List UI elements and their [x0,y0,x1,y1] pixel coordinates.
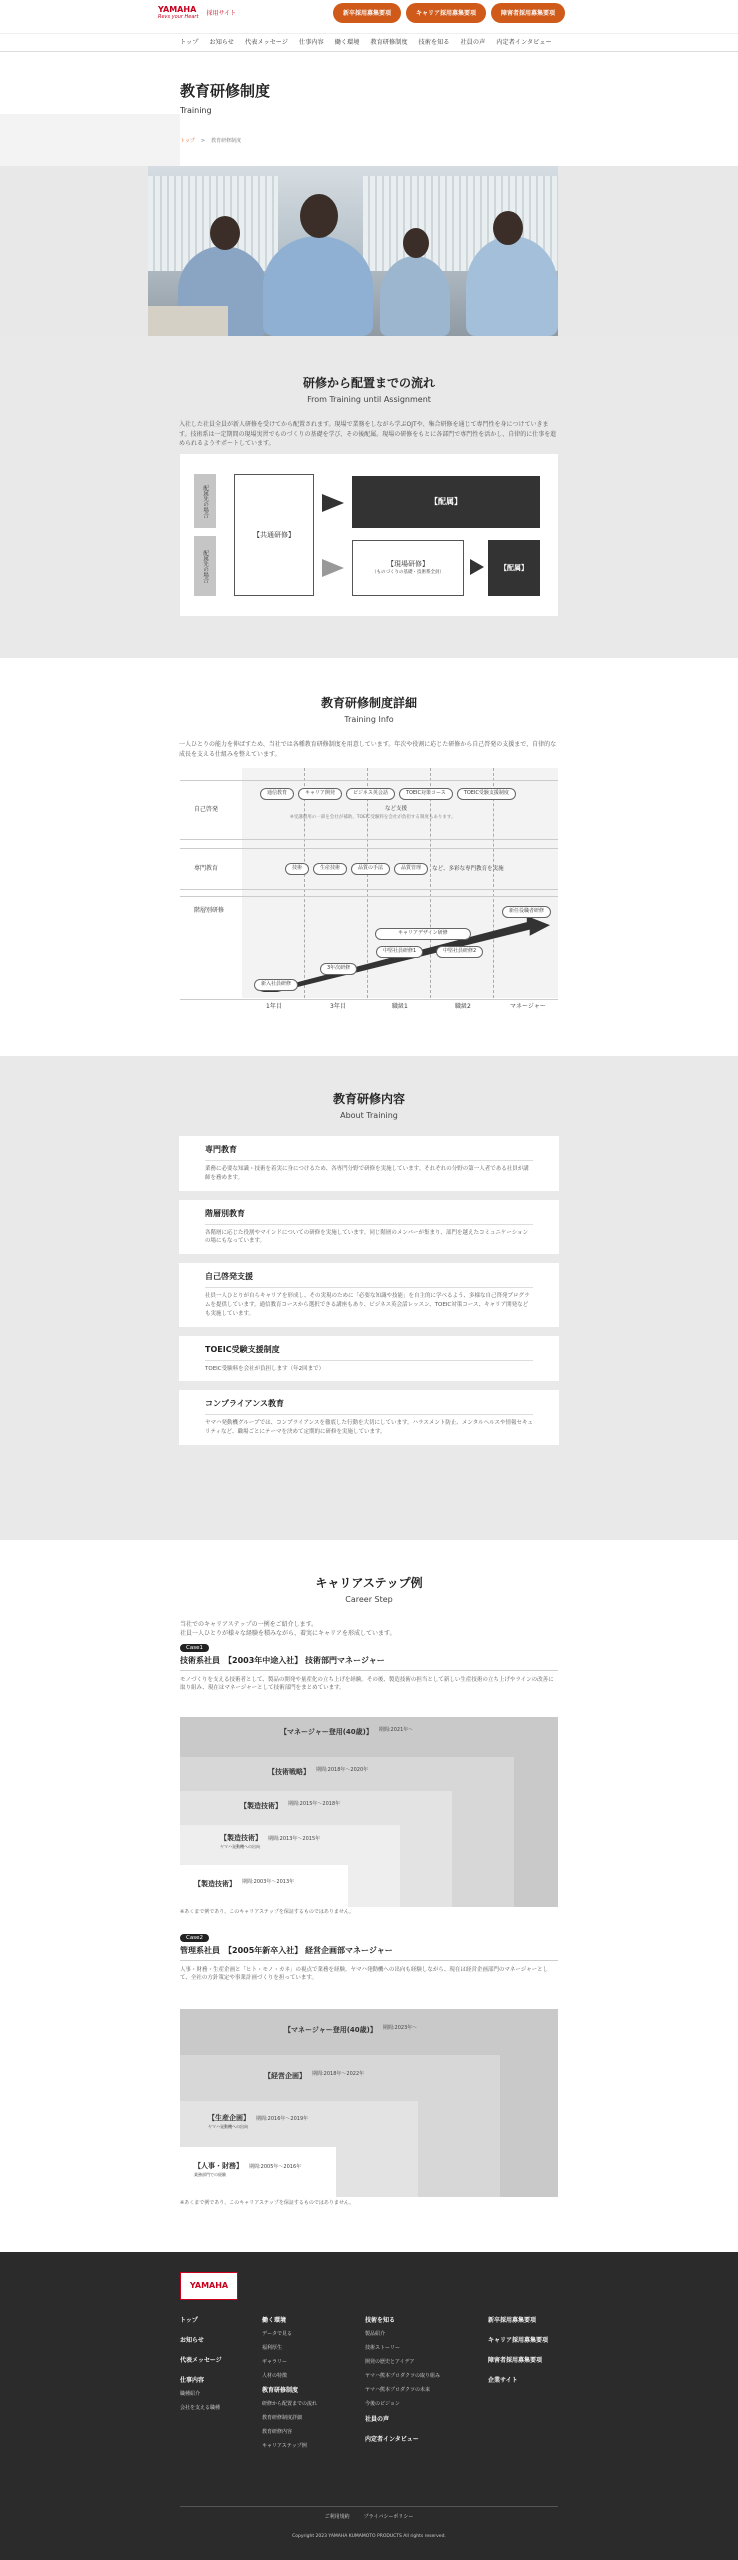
case2-text: 人事・財務・生産企画と「ヒト・モノ・カネ」の視点で業務を経験。ヤマハ発動機への出向も経験しながら、現在は経営企画部門のマネージャーとして、全社の方針策定や事業計画づくりを担っています。 [180,1966,549,1981]
breadcrumb-top[interactable]: トップ [180,138,195,144]
case1-text: モノづくりを支える技術者として、製品の開発や量産化の立ち上げを経験。その後、製造技術の担当として新しい生産技術の立ち上げやラインの改善に取り組み、現在はマネージャーとして技術部門をまとめています。 [180,1676,554,1691]
hero-section [0,166,738,336]
arrow-right-icon [322,494,344,512]
pro-note: など、多彩な専門教育を実施 [432,865,504,872]
site-logo[interactable] [158,6,236,22]
axis-year3: 3年目 [330,1003,346,1010]
footer-corporate[interactable]: 企業サイト [488,2377,518,2384]
nav-technology[interactable]: 技術を知る [418,38,450,46]
about-subtitle: About Training [340,1111,398,1120]
footer-tech-story[interactable]: 技術ストーリー [365,2345,401,2351]
pill-toeic-course: TOEIC対策コース [399,788,453,800]
footer-message[interactable]: 代表メッセージ [180,2357,222,2364]
nav-work[interactable]: 仕事内容 [298,38,324,46]
career-button[interactable]: キャリア採用募集要項 [406,3,486,23]
about-section [0,1056,738,1540]
new-grad-button[interactable]: 新卒採用募集要項 [333,3,401,23]
case1-heading: 技術系社員 【2003年中途入社】 技術部門マネージャー [180,1655,558,1671]
breadcrumb [180,138,241,146]
footer-people[interactable]: 人材の特徴 [262,2373,288,2379]
footer-news[interactable]: お知らせ [180,2337,204,2344]
footer-environment[interactable]: 働く環境 [262,2317,287,2324]
header-buttons [333,3,565,23]
step-mid2: 中堅社員研修2 [436,946,483,958]
footer-interview[interactable]: 内定者インタビュー [365,2436,419,2443]
pill-english: ビジネス英会話 [346,788,395,800]
axis-year1: 1年目 [266,1003,282,1010]
footer-career[interactable]: キャリアステップ例 [262,2443,307,2449]
step-new-manager: 新任役職者研修 [502,906,551,918]
detail-section [0,658,738,1056]
case1-chart: 【マネージャー登用(40歳)】 期間:2021年〜 【技術戦略】 期間:2018年〜2020年 【製造技術】 期間:2015年〜2018年 【製造技術】 期間:2013年〜2015年 ヤマハ発動機への出向 【製造技術】 期間:2003年〜2013年 [180,1717,558,1907]
detail-title: 教育研修制度詳細 [320,696,417,710]
card-professional: 専門教育 業務に必要な知識・技術を着実に身につけるため、各専門分野で研修を実施しています。それぞれの分野の第一人者である社員が講師を務めます。 [179,1136,559,1191]
pill-prod-tech: 生産技術 [313,863,347,875]
disability-button[interactable]: 障害者採用募集要項 [491,3,565,23]
card-level: 階層別教育 各階層に応じた役割やマインドについての研修を実施しています。同じ階層のメンバーが集まり、部門を越えたコミュニケーションの場にもなっています。 [179,1200,559,1255]
footer-products[interactable]: 製品紹介 [365,2331,386,2337]
nav-voices[interactable]: 社員の声 [460,38,486,46]
pill-career-dev: キャリア開発 [298,788,342,800]
career-subtitle: Career Step [345,1595,393,1604]
case2-chart: 【マネージャー登用(40歳)】 期間:2023年〜 【経営企画】 期間:2018年〜2022年 【生産企画】 期間:2016年〜2019年 ヤマハ発動機への出向 【人事・財務】 期間:2005年〜2016年 業務部門での経験 [180,2009,558,2197]
case1-tag: Case1 [180,1644,209,1652]
breadcrumb-current: 教育研修制度 [211,138,242,144]
axis-manager: マネージャー [510,1003,546,1010]
row-self-dev: 自己啓発 [194,806,219,813]
flow-row-a-label: 配属先の場合 [194,474,216,528]
copyright: Copyright 2023 YAMAHA KUMAMOTO PRODUCTS All rights reserved. [292,2534,446,2539]
row-professional: 専門教育 [194,865,219,872]
self-note: など支援 [385,806,408,812]
footer-about[interactable]: 教育研修内容 [262,2429,293,2435]
pill-toeic-support: TOEIC受験支援制度 [457,788,516,800]
self-note-sub: ※受講費用の一部を会社が補助、TOEIC受験料を会社が負担する制度もあります。 [290,815,456,820]
footer-data[interactable]: データで見る [262,2331,293,2337]
hero-photo [148,166,558,336]
site-label: 採用サイト [206,10,237,18]
site-footer [0,2252,738,2560]
nav-interview[interactable]: 内定者インタビュー [496,38,552,46]
page-header [0,52,738,166]
footer-history[interactable]: 開発の歴史とアイデア [365,2359,415,2365]
flow-section [0,336,738,658]
card-compliance: コンプライアンス教育 ヤマハ発動機グループでは、コンプライアンスを徹底した行動を大切にしています。ハラスメント防止、メンタルヘルスや情報セキュリティなど、職場ごとにテーマを決めて定期的に研修を実施しています。 [179,1390,559,1445]
pill-quality-method: 品質の手法 [351,863,390,875]
pill-quality-mgmt: 品質管理 [394,863,428,875]
case2-note: ※あくまで例であり、このキャリアステップを保証するものではありません。 [180,2200,355,2206]
flow-title: 研修から配置までの流れ [302,376,435,390]
footer-future[interactable]: ヤマハ熊本プロダクツの未来 [365,2387,430,2393]
detail-subtitle: Training Info [344,715,394,724]
detail-lead: 一人ひとりの能力を伸ばすため、当社では各種教育研修制度を用意しています。年次や役割に応じた研修から自己啓発の支援まで、自律的な成長を支える仕組みを整えています。 [179,741,557,758]
practice-box: 【現場研修】 （ものづくりの基礎・技術系全員） [352,540,464,596]
arrow-right-icon [470,559,484,575]
assign-box-b: 【配属】 [488,540,540,596]
axis-grade2: 職級2 [455,1003,471,1010]
career-section [0,1540,738,2282]
row-level: 階層別研修 [194,907,225,914]
footer-initiatives[interactable]: ヤマハ熊本プロダクツの取り組み [365,2373,440,2379]
footer-logo[interactable]: YAMAHA [180,2272,238,2300]
footer-terms-link[interactable]: ご利用規約 [324,2514,350,2520]
arrow-right-icon [322,559,344,577]
footer-disability[interactable]: 障害者採用募集要項 [488,2357,543,2364]
page-title: 教育研修制度 [180,82,271,100]
footer-info[interactable]: 教育研修制度詳細 [262,2415,303,2421]
flow-lead: 入社した社員全員が新人研修を受けてから配置されます。現場で業務をしながら学ぶOJTや、集合研修を通じて専門性を身につけていきます。技術系は一定期間の現場実習でものづくりの基礎を学び、その後配属。現場の研修をもとに各部門で専門性を活かし、自律的に仕事を進められるようサポートしています。 [179,421,557,448]
footer-gallery[interactable]: ギャラリー [262,2359,288,2365]
footer-voices[interactable]: 社員の声 [365,2416,390,2423]
common-training-box: 【共通研修】 [234,474,314,596]
flow-diagram [180,454,558,616]
footer-work[interactable]: 仕事内容 [180,2377,205,2384]
title-band [0,114,180,166]
footer-new-grad[interactable]: 新卒採用募集要項 [488,2317,537,2324]
step-career-design: キャリアデザイン研修 [375,928,471,940]
logo-tagline: Revs your Heart [158,14,199,20]
case1-note: ※あくまで例であり、このキャリアステップを保証するものではありません。 [180,1909,355,1915]
footer-privacy-link[interactable]: プライバシーポリシー [363,2514,414,2520]
footer-flow[interactable]: 研修から配置までの流れ [262,2401,318,2407]
nav-top[interactable]: トップ [180,38,199,46]
footer-welfare[interactable]: 福利厚生 [262,2345,283,2351]
footer-career-hire[interactable]: キャリア採用募集要項 [488,2337,549,2344]
footer-technology[interactable]: 技術を知る [365,2317,396,2324]
global-nav [0,34,738,52]
pill-tech: 技術 [285,863,309,875]
flow-row-b-label: 配属先の場合 [194,536,216,596]
nav-training[interactable]: 教育研修制度 [370,38,408,46]
axis-grade1: 職級1 [392,1003,408,1010]
career-title: キャリアステップ例 [315,1576,423,1590]
nav-message[interactable]: 代表メッセージ [244,38,288,46]
case2-heading: 管理系社員 【2005年新卒入社】 経営企画部マネージャー [180,1945,558,1961]
footer-top[interactable]: トップ [180,2317,198,2324]
site-header [0,0,738,34]
case2-tag: Case2 [180,1934,209,1942]
flow-subtitle: From Training until Assignment [307,395,431,404]
step-mid1: 中堅社員研修1 [376,946,423,958]
footer-training[interactable]: 教育研修制度 [262,2387,299,2394]
footer-jobs[interactable]: 職種紹介 [180,2391,201,2397]
footer-vision[interactable]: 今後のビジョン [365,2401,400,2407]
page-subtitle: Training [180,105,212,115]
card-toeic: TOEIC受験支援制度 TOEIC受験料を会社が負担します（年2回まで） [179,1336,559,1382]
footer-support-jobs[interactable]: 会社を支える職種 [180,2405,221,2411]
step-new-hire: 新入社員研修 [254,979,298,991]
pill-correspondence: 通信教育 [260,788,294,800]
detail-chart [180,768,558,1008]
breadcrumb-separator: > [200,138,206,144]
card-self-dev: 自己啓発支援 社員一人ひとりが自らキャリアを形成し、その実現のために「必要な知識や技能」を自主的に学べるよう、多様な自己啓発プログラムを提供しています。通信教育コースから選択できる講座もあり、ビジネス英会話レッスン、TOEIC対策コース、キャリア開発なども実施しています。 [179,1263,559,1326]
assign-box-a: 【配属】 [352,476,540,528]
career-lead: 当社でのキャリアステップの一例をご紹介します。 社員一人ひとりが様々な経験を積みながら、着実にキャリアを形成しています。 [180,1621,396,1637]
nav-news[interactable]: お知らせ [209,38,234,46]
nav-environment[interactable]: 働く環境 [334,38,360,46]
about-title: 教育研修内容 [332,1092,405,1106]
yamaha-logo: YAMAHA [158,5,197,14]
step-year3: 3年次研修 [320,963,357,975]
